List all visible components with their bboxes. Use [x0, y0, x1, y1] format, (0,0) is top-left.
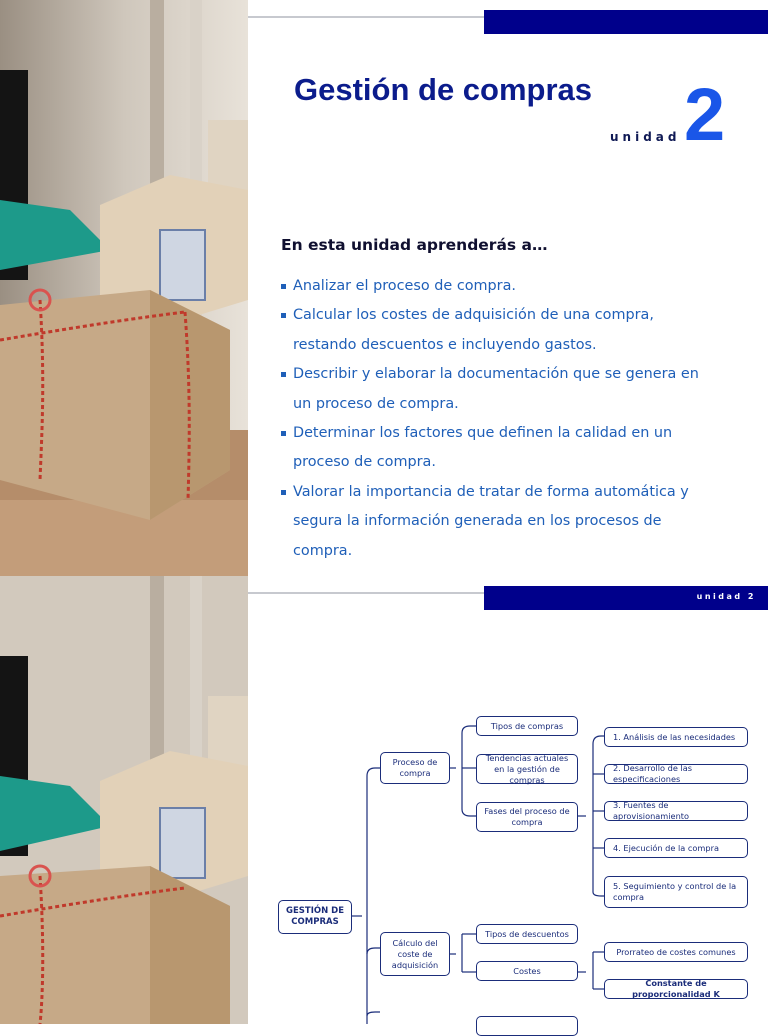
- node-partial-cut: [476, 1016, 578, 1036]
- unit-number: 2: [684, 73, 726, 156]
- node-fase-4: 4. Ejecución de la compra: [604, 838, 748, 858]
- objective-item: Analizar el proceso de compra.: [281, 272, 721, 301]
- objective-item: Calcular los costes de adquisición de una compra, restando descuentos e incluyendo gastos.: [281, 301, 721, 360]
- node-fase-2: 2. Desarrollo de las especificaciones: [604, 764, 748, 784]
- objectives-heading: En esta unidad aprenderás a…: [281, 236, 548, 254]
- objectives-list: [281, 272, 721, 566]
- square-bullet-icon: [281, 490, 286, 495]
- square-bullet-icon: [281, 431, 286, 436]
- slide-1: [248, 0, 768, 576]
- node-fase-5: 5. Seguimiento y control de la compra: [604, 876, 748, 908]
- node-costes: Costes: [476, 961, 578, 981]
- node-constante-k: Constante de proporcionalidad K: [604, 979, 748, 999]
- page-title: Gestión de compras: [294, 72, 593, 107]
- node-gestion-compras: GESTIÓN DE COMPRAS: [278, 900, 352, 934]
- objective-item: Describir y elaborar la documentación que se genera en un proceso de compra.: [281, 360, 721, 419]
- unit-header-label: unidad 2: [696, 592, 756, 601]
- objective-item: Determinar los factores que definen la calidad en un proceso de compra.: [281, 419, 721, 478]
- square-bullet-icon: [281, 313, 286, 318]
- square-bullet-icon: [281, 284, 286, 289]
- unit-label: unidad: [610, 130, 681, 144]
- node-fases-proceso: Fases del proceso de compra: [476, 802, 578, 832]
- photo-packages-top: [0, 0, 248, 576]
- node-calculo-coste: Cálculo del coste de adquisición: [380, 932, 450, 976]
- node-tipos-compras: Tipos de compras: [476, 716, 578, 736]
- node-fase-1: 1. Análisis de las necesidades: [604, 727, 748, 747]
- node-tendencias: Tendencias actuales en la gestión de compras: [476, 754, 578, 784]
- node-prorrateo: Prorrateo de costes comunes: [604, 942, 748, 962]
- square-bullet-icon: [281, 372, 286, 377]
- header-accent-bar: [484, 10, 768, 34]
- node-fase-3: 3. Fuentes de aprovisionamiento: [604, 801, 748, 821]
- objective-item: Valorar la importancia de tratar de forma automática y segura la información generada en los procesos de compra.: [281, 478, 721, 566]
- photo-packages-bottom: [0, 576, 248, 1024]
- node-proceso-compra: Proceso de compra: [380, 752, 450, 784]
- slide-2: [248, 576, 768, 1024]
- node-tipos-descuentos: Tipos de descuentos: [476, 924, 578, 944]
